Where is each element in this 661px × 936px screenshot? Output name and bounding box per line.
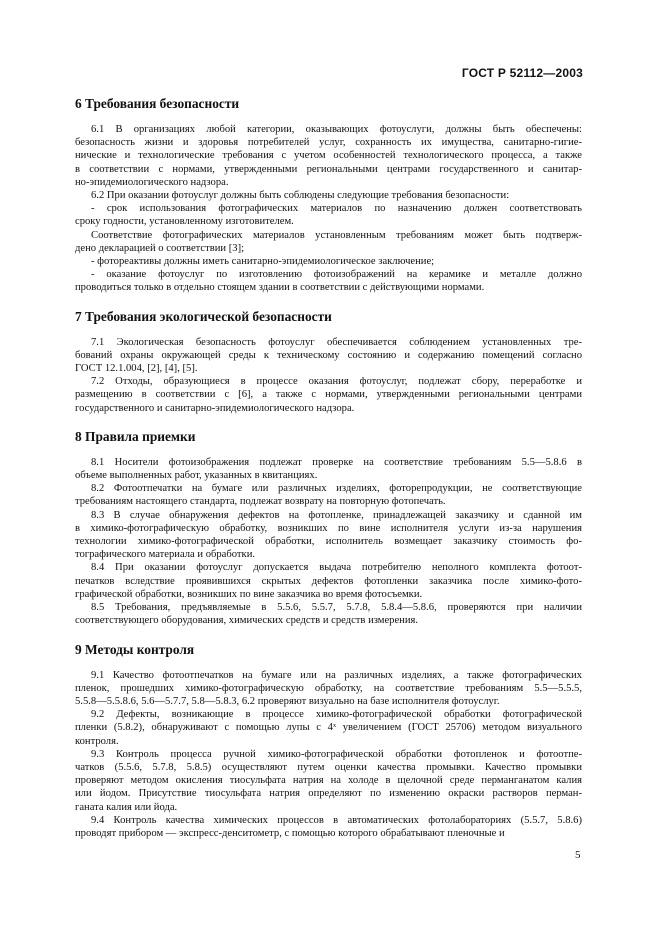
text-line: 5.5.8—5.5.8.6, 5.6—5.7.7, 5.8—5.8.3, 6.2 проверяют визуально на базе исполнителя фотоуслуг. bbox=[75, 695, 500, 707]
text-line: дено декларацией о соответствии [3]; bbox=[75, 242, 245, 254]
section-heading: 6 Требования безопасности bbox=[75, 96, 240, 111]
section bbox=[75, 642, 582, 841]
text-line: 8.2 Фотоотпечатки на бумаге или различных изделиях, фоторепродукции, не соответствующие bbox=[91, 483, 582, 495]
paragraph bbox=[75, 202, 582, 228]
paragraph bbox=[75, 748, 582, 814]
text-line: соответствующего оборудования, химических средств и средств измерения. bbox=[75, 615, 419, 627]
document-body bbox=[75, 96, 582, 854]
text-line: пленки (5.8.2), обнаруживают с помощью лупы с 4ˣ увеличением (ГОСТ 25706) методом визуального bbox=[75, 722, 582, 734]
paragraph bbox=[75, 375, 582, 415]
text-line: 8.1 Носители фотоизображения подлежат проверке на соответствие требованиям 5.5—5.8.6 в bbox=[91, 456, 582, 468]
paragraph bbox=[75, 482, 582, 508]
text-line: 8.4 При оказании фотоуслуг допускается выдача потребителю неполного комплекта фотоот- bbox=[91, 562, 582, 574]
paragraph bbox=[75, 189, 582, 202]
text-line: пленок, прошедших химико-фотографическую обработку, на соответствие требованиям 5.5—5.5.5, bbox=[75, 682, 582, 694]
section-heading: 7 Требования экологической безопасности bbox=[75, 308, 332, 324]
text-line: проводят прибором — экспресс-денситометр, с помощью которого обрабатывают пленочные и bbox=[75, 827, 505, 839]
text-line: сроку годности, установленному изготовителем. bbox=[75, 216, 294, 228]
text-line: 8.3 В случае обнаружения дефектов на фотопленке, принадлежащей заказчику и сданной им bbox=[91, 509, 582, 521]
text-line: 9.4 Контроль качества химических процессов в автоматических фотолабораториях (5.5.7, 5.8.6) bbox=[91, 814, 582, 826]
text-line: - оказание фотоуслуг по изготовлению фотоизображений на керамике и металле должно bbox=[91, 269, 582, 281]
text-line: в соответствии с нормами, утвержденными региональными центрами государственного и санитар- bbox=[75, 163, 582, 175]
text-line: контроля. bbox=[75, 735, 119, 747]
text-line: проводиться только в отдельно стоящем здании в соответствии с действующими нормами. bbox=[75, 282, 485, 294]
text-line: безопасность жизни и здоровья потребителей услуг, сохранность их имущества, санитарно-гигие- bbox=[75, 137, 582, 149]
text-line: 9.3 Контроль процесса ручной химико-фотографической обработки фотопленок и фотоотпе- bbox=[91, 748, 582, 760]
paragraph bbox=[75, 669, 582, 709]
section-heading: 9 Методы контроля bbox=[75, 641, 195, 657]
text-line: печатков вследствие проявившихся скрытых дефектов фотопленки заказчика после химико-фото- bbox=[75, 575, 582, 587]
text-line: 9.1 Качество фотоотпечатков на бумаге или на различных изделиях, а также фотографических bbox=[91, 669, 582, 681]
text-line: объеме выполненных работ, указанных в квитанциях. bbox=[75, 470, 318, 482]
paragraph bbox=[75, 336, 582, 376]
text-line: но-эпидемиологического надзора. bbox=[75, 176, 229, 188]
section bbox=[75, 96, 582, 295]
text-line: чатков (5.5.6, 5.7.8, 5.8.5) осуществляют путем оценки качества промывки. Качество промывки bbox=[75, 761, 582, 773]
text-line: технологии химико-фотографической обработки, исполнитель возмещает заказчику стоимость фо- bbox=[75, 536, 582, 548]
text-line: 7.2 Отходы, образующиеся в процессе оказания фотоуслуг, подлежат сбору, переработке и bbox=[91, 376, 582, 388]
paragraph bbox=[75, 561, 582, 601]
text-line: тографического материала и обработки. bbox=[75, 549, 256, 561]
text-line: проверяют методом окисления тиосульфата натрия на холоде в щелочной среде перманганатом калия bbox=[75, 775, 582, 787]
text-line: нические и технологические требования с учетом особенностей технологического процесса, а также bbox=[75, 150, 582, 162]
paragraph bbox=[75, 601, 582, 627]
paragraph bbox=[75, 708, 582, 748]
text-line: Соответствие фотографических материалов установленным требованиям может быть подтверж- bbox=[91, 229, 582, 241]
text-line: размещению в соответствии с [6], а также с нормами, утвержденными региональными центрами bbox=[75, 389, 582, 401]
text-line: - срок использования фотографических материалов по назначению должен соответствовать bbox=[91, 203, 582, 215]
paragraph bbox=[75, 268, 582, 294]
text-line: 8.5 Требования, предъявляемые в 5.5.6, 5.5.7, 5.7.8, 5.8.4—5.8.6, проверяются при наличии bbox=[91, 602, 582, 614]
standard-code: ГОСТ Р 52112—2003 bbox=[461, 66, 583, 80]
text-line: 9.2 Дефекты, возникающие в процессе химико-фотографической обработки фотографической bbox=[91, 709, 582, 721]
paragraph bbox=[75, 255, 582, 268]
text-line: 6.1 В организациях любой категории, оказывающих фотоуслуги, должны быть обеспечены: bbox=[91, 124, 582, 135]
text-line: государственного и санитарно-эпидемиологического надзора. bbox=[75, 402, 355, 414]
section bbox=[75, 429, 582, 628]
text-line: графической обработки, возникших по вине заказчика во время фотосъемки. bbox=[75, 588, 423, 600]
text-line: требованиям настоящего стандарта, подлежат возврату на повторную фотопечать. bbox=[75, 496, 446, 508]
section-heading: 8 Правила приемки bbox=[75, 428, 196, 444]
text-line: в химико-фотографическую обработку, возникших по вине исполнителя услуги из-за нарушения bbox=[75, 522, 582, 534]
paragraph bbox=[75, 123, 582, 189]
text-line: 6.2 При оказании фотоуслуг должны быть соблюдены следующие требования безопасности: bbox=[91, 190, 510, 202]
paragraph bbox=[75, 229, 582, 255]
text-line: ганата калия или йода. bbox=[75, 801, 178, 813]
paragraph bbox=[75, 456, 582, 482]
paragraph bbox=[75, 814, 582, 840]
text-line: - фотореактивы должны иметь санитарно-эпидемиологическое заключение; bbox=[91, 256, 435, 268]
page-number: 5 bbox=[575, 849, 581, 861]
paragraph bbox=[75, 509, 582, 562]
text-line: бований охраны окружающей среды к техническому состоянию и содержанию помещений согласно bbox=[75, 349, 582, 361]
text-line: или йодом. Присутствие тиосульфата натрия определяют по изменению окраски растворов перман- bbox=[75, 788, 582, 800]
section bbox=[75, 309, 582, 415]
text-line: 7.1 Экологическая безопасность фотоуслуг обеспечивается соблюдением установленных тре- bbox=[91, 336, 582, 348]
text-line: ГОСТ 12.1.004, [2], [4], [5]. bbox=[75, 363, 198, 375]
